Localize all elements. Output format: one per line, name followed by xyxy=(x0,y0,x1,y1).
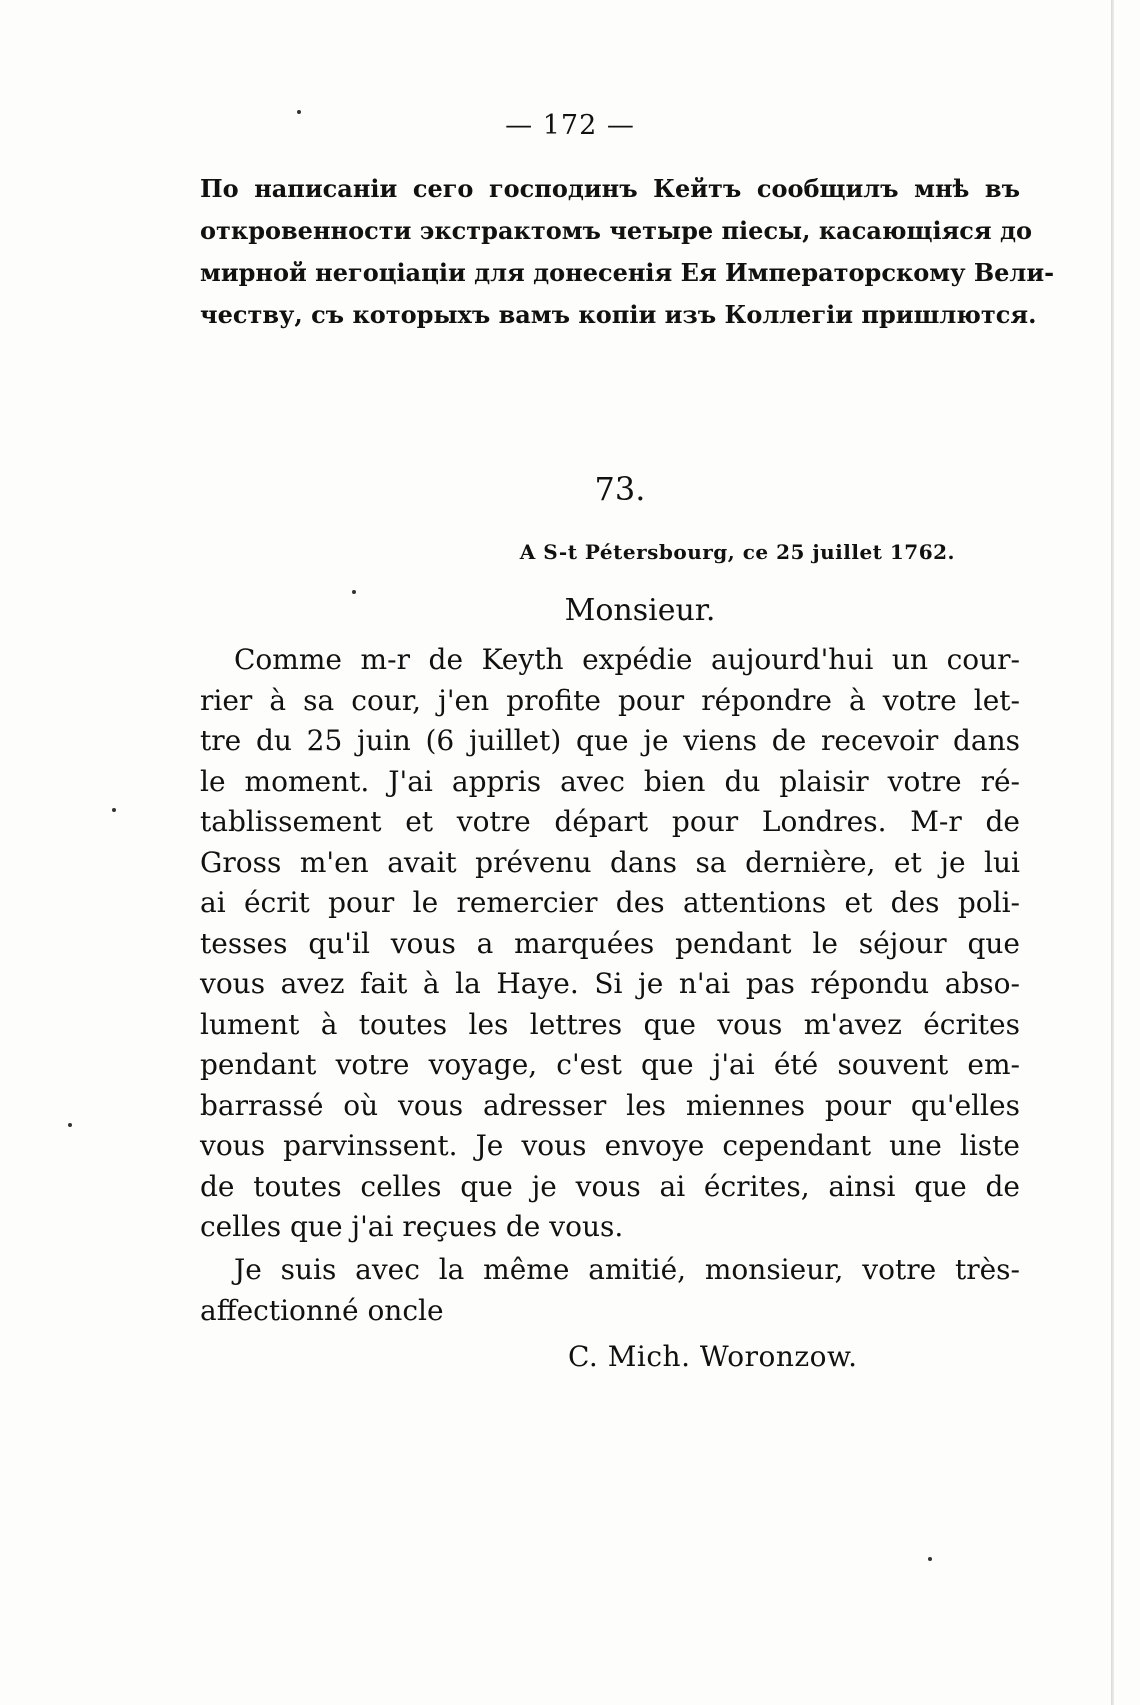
body-line: vous avez fait à la Haye. Si je n'ai pas répondu abso- xyxy=(200,967,1020,1000)
letter-closing xyxy=(200,1250,1020,1331)
russian-line: По написаніи сего господинъ Кейтъ сообщилъ мнѣ въ xyxy=(200,174,1020,203)
body-line: ai écrit pour le remercier des attentions et des poli- xyxy=(200,886,1020,919)
body-line: tablissement et votre départ pour Londres. M-r de xyxy=(200,805,1020,838)
letter-salutation: Monsieur. xyxy=(564,593,716,628)
letter-signature: C. Mich. Woronzow. xyxy=(568,1340,858,1373)
body-line: Comme m-r de Keyth expédie aujourd'hui un cour- xyxy=(234,643,1020,676)
page-edge-shadow xyxy=(1111,0,1114,1705)
scan-speck xyxy=(928,1557,932,1561)
letter-number: 73. xyxy=(594,470,646,508)
body-line: lument à toutes les lettres que vous m'avez écrites xyxy=(200,1007,1020,1041)
body-line: celles que j'ai reçues de vous. xyxy=(200,1210,624,1243)
body-line: de toutes celles que je vous ai écrites, ainsi que de xyxy=(200,1169,1020,1203)
russian-line: мирной негоціаціи для донесенія Ея Императорскому Вели- xyxy=(200,258,1055,287)
letter-dateline: A S-t Pétersbourg, ce 25 juillet 1762. xyxy=(519,540,955,564)
body-line: le moment. J'ai appris avec bien du plaisir votre ré- xyxy=(200,764,1020,798)
scan-speck xyxy=(112,808,116,812)
page-number-header: — 172 — xyxy=(505,110,635,141)
body-line: vous parvinssent. Je vous envoye cependant une liste xyxy=(200,1129,1020,1162)
body-line: pendant votre voyage, c'est que j'ai été souvent em- xyxy=(200,1048,1020,1081)
russian-paragraph xyxy=(200,168,1055,336)
russian-line: честву, съ которыхъ вамъ копіи изъ Коллегіи пришлются. xyxy=(200,300,1037,329)
body-line: tesses qu'il vous a marquées pendant le séjour que xyxy=(200,926,1020,960)
body-line: rier à sa cour, j'en profite pour répondre à votre let- xyxy=(200,683,1020,717)
russian-line: откровенности экстрактомъ четыре піесы, касающіяся до xyxy=(200,216,1032,245)
scan-speck xyxy=(68,1123,72,1127)
closing-line: Je suis avec la même amitié, monsieur, votre très- xyxy=(234,1253,1020,1286)
body-line: barrassé où vous adresser les miennes pour qu'elles xyxy=(200,1088,1020,1122)
letter-body xyxy=(200,640,1020,1248)
body-line: tre du 25 juin (6 juillet) que je viens de recevoir dans xyxy=(200,724,1020,757)
closing-line: affectionné oncle xyxy=(200,1293,444,1327)
body-line: Gross m'en avait prévenu dans sa dernière, et je lui xyxy=(200,845,1020,879)
